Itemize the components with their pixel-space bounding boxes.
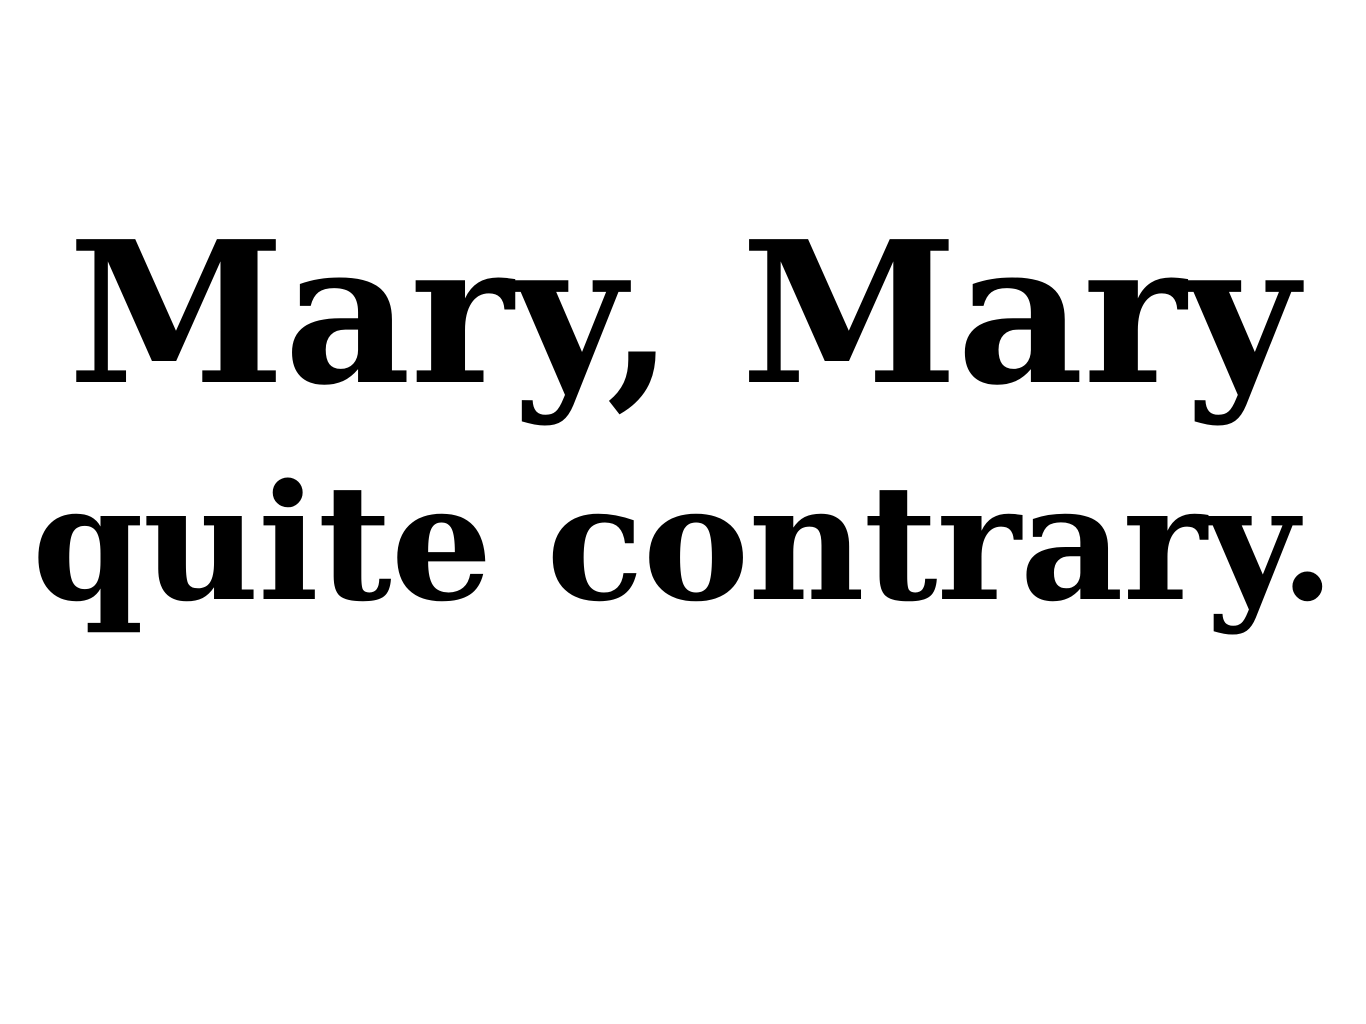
headline-line-2: quite contrary. xyxy=(31,449,1335,637)
headline-line-1: Mary, Mary xyxy=(68,199,1298,429)
